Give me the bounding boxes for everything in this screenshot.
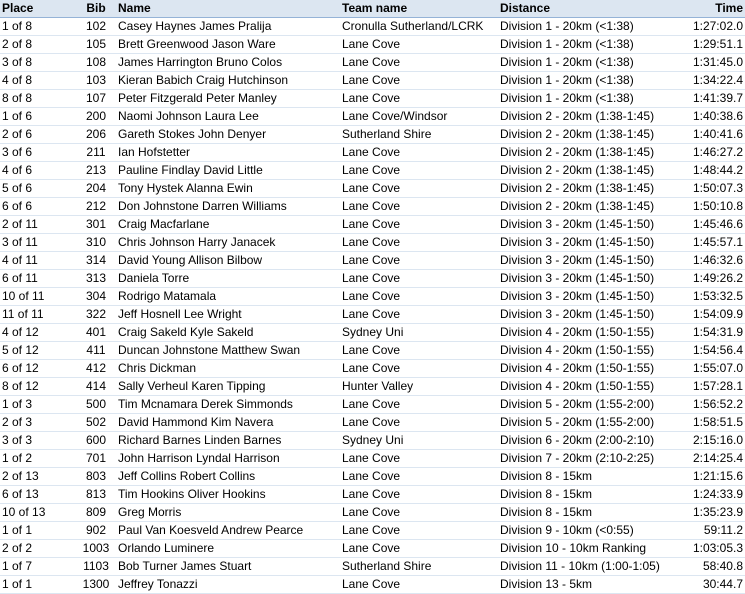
team-cell: Lane Cove [340, 288, 498, 306]
distance-cell: Division 3 - 20km (1:45-1:50) [498, 288, 675, 306]
time-cell: 2:15:16.0 [675, 432, 745, 450]
team-cell: Lane Cove [340, 270, 498, 288]
bib-cell: 103 [76, 72, 116, 90]
distance-cell: Division 2 - 20km (1:38-1:45) [498, 180, 675, 198]
header-team[interactable]: Team name [340, 0, 498, 18]
team-cell: Lane Cove [340, 450, 498, 468]
name-cell: David Young Allison Bilbow [116, 252, 340, 270]
bib-cell: 206 [76, 126, 116, 144]
name-cell: Tim Hookins Oliver Hookins [116, 486, 340, 504]
place-cell: 4 of 11 [0, 252, 76, 270]
distance-cell: Division 5 - 20km (1:55-2:00) [498, 414, 675, 432]
team-cell: Lane Cove [340, 342, 498, 360]
table-row[interactable] [0, 234, 745, 252]
bib-cell: 813 [76, 486, 116, 504]
team-cell: Lane Cove [340, 576, 498, 594]
table-row[interactable] [0, 252, 745, 270]
team-cell: Lane Cove [340, 90, 498, 108]
bib-cell: 500 [76, 396, 116, 414]
team-cell: Lane Cove [340, 198, 498, 216]
table-row[interactable] [0, 288, 745, 306]
name-cell: Craig Sakeld Kyle Sakeld [116, 324, 340, 342]
time-cell: 1:41:39.7 [675, 90, 745, 108]
name-cell: Pauline Findlay David Little [116, 162, 340, 180]
bib-cell: 412 [76, 360, 116, 378]
time-cell: 1:53:32.5 [675, 288, 745, 306]
bib-cell: 105 [76, 36, 116, 54]
time-cell: 1:50:07.3 [675, 180, 745, 198]
header-name[interactable]: Name [116, 0, 340, 18]
time-cell: 1:45:57.1 [675, 234, 745, 252]
distance-cell: Division 4 - 20km (1:50-1:55) [498, 360, 675, 378]
place-cell: 4 of 8 [0, 72, 76, 90]
team-cell: Sutherland Shire [340, 558, 498, 576]
table-row[interactable] [0, 18, 745, 36]
bib-cell: 1003 [76, 540, 116, 558]
place-cell: 3 of 8 [0, 54, 76, 72]
bib-cell: 200 [76, 108, 116, 126]
place-cell: 4 of 6 [0, 162, 76, 180]
bib-cell: 211 [76, 144, 116, 162]
table-row[interactable] [0, 108, 745, 126]
table-row[interactable] [0, 54, 745, 72]
table-row[interactable] [0, 414, 745, 432]
bib-cell: 502 [76, 414, 116, 432]
place-cell: 2 of 11 [0, 216, 76, 234]
place-cell: 11 of 11 [0, 306, 76, 324]
team-cell: Lane Cove [340, 414, 498, 432]
name-cell: Tim Mcnamara Derek Simmonds [116, 396, 340, 414]
team-cell: Lane Cove [340, 54, 498, 72]
distance-cell: Division 4 - 20km (1:50-1:55) [498, 378, 675, 396]
place-cell: 8 of 12 [0, 378, 76, 396]
team-cell: Lane Cove [340, 72, 498, 90]
distance-cell: Division 2 - 20km (1:38-1:45) [498, 126, 675, 144]
team-cell: Lane Cove [340, 180, 498, 198]
distance-cell: Division 1 - 20km (<1:38) [498, 90, 675, 108]
team-cell: Sydney Uni [340, 324, 498, 342]
table-row[interactable] [0, 306, 745, 324]
bib-cell: 902 [76, 522, 116, 540]
place-cell: 4 of 12 [0, 324, 76, 342]
table-row[interactable] [0, 324, 745, 342]
time-cell: 1:40:41.6 [675, 126, 745, 144]
place-cell: 6 of 12 [0, 360, 76, 378]
name-cell: Paul Van Koesveld Andrew Pearce [116, 522, 340, 540]
header-bib[interactable]: Bib [76, 0, 116, 18]
time-cell: 1:57:28.1 [675, 378, 745, 396]
time-cell: 1:56:52.2 [675, 396, 745, 414]
table-row[interactable] [0, 432, 745, 450]
time-cell: 1:29:51.1 [675, 36, 745, 54]
bib-cell: 108 [76, 54, 116, 72]
team-cell: Lane Cove [340, 252, 498, 270]
time-cell: 1:40:38.6 [675, 108, 745, 126]
place-cell: 6 of 13 [0, 486, 76, 504]
name-cell: Kieran Babich Craig Hutchinson [116, 72, 340, 90]
table-row[interactable] [0, 198, 745, 216]
name-cell: James Harrington Bruno Colos [116, 54, 340, 72]
table-row[interactable] [0, 576, 745, 594]
name-cell: John Harrison Lyndal Harrison [116, 450, 340, 468]
table-row[interactable] [0, 396, 745, 414]
name-cell: Naomi Johnson Laura Lee [116, 108, 340, 126]
name-cell: Peter Fitzgerald Peter Manley [116, 90, 340, 108]
table-row[interactable] [0, 450, 745, 468]
time-cell: 59:11.2 [675, 522, 745, 540]
time-cell: 1:27:02.0 [675, 18, 745, 36]
time-cell: 1:58:51.5 [675, 414, 745, 432]
distance-cell: Division 6 - 20km (2:00-2:10) [498, 432, 675, 450]
place-cell: 3 of 6 [0, 144, 76, 162]
distance-cell: Division 7 - 20km (2:10-2:25) [498, 450, 675, 468]
distance-cell: Division 3 - 20km (1:45-1:50) [498, 270, 675, 288]
table-row[interactable] [0, 270, 745, 288]
name-cell: Duncan Johnstone Matthew Swan [116, 342, 340, 360]
distance-cell: Division 10 - 10km Ranking [498, 540, 675, 558]
name-cell: David Hammond Kim Navera [116, 414, 340, 432]
name-cell: Richard Barnes Linden Barnes [116, 432, 340, 450]
distance-cell: Division 11 - 10km (1:00-1:05) [498, 558, 675, 576]
place-cell: 3 of 3 [0, 432, 76, 450]
table-row[interactable] [0, 216, 745, 234]
time-cell: 1:54:09.9 [675, 306, 745, 324]
time-cell: 1:49:26.2 [675, 270, 745, 288]
place-cell: 1 of 7 [0, 558, 76, 576]
team-cell: Lane Cove [340, 360, 498, 378]
team-cell: Lane Cove [340, 234, 498, 252]
time-cell: 1:31:45.0 [675, 54, 745, 72]
time-cell: 1:45:46.6 [675, 216, 745, 234]
bib-cell: 213 [76, 162, 116, 180]
distance-cell: Division 2 - 20km (1:38-1:45) [498, 108, 675, 126]
table-row[interactable] [0, 522, 745, 540]
distance-cell: Division 3 - 20km (1:45-1:50) [498, 306, 675, 324]
distance-cell: Division 3 - 20km (1:45-1:50) [498, 234, 675, 252]
place-cell: 1 of 1 [0, 576, 76, 594]
header-place[interactable]: Place [0, 0, 76, 18]
bib-cell: 310 [76, 234, 116, 252]
header-row [0, 0, 745, 18]
bib-cell: 212 [76, 198, 116, 216]
name-cell: Rodrigo Matamala [116, 288, 340, 306]
team-cell: Lane Cove [340, 216, 498, 234]
team-cell: Lane Cove [340, 468, 498, 486]
bib-cell: 701 [76, 450, 116, 468]
place-cell: 2 of 2 [0, 540, 76, 558]
team-cell: Sydney Uni [340, 432, 498, 450]
team-cell: Lane Cove/Windsor [340, 108, 498, 126]
table-row[interactable] [0, 360, 745, 378]
team-cell: Lane Cove [340, 36, 498, 54]
name-cell: Bob Turner James Stuart [116, 558, 340, 576]
place-cell: 1 of 2 [0, 450, 76, 468]
place-cell: 1 of 8 [0, 18, 76, 36]
time-cell: 1:35:23.9 [675, 504, 745, 522]
distance-cell: Division 13 - 5km [498, 576, 675, 594]
name-cell: Jeff Hosnell Lee Wright [116, 306, 340, 324]
bib-cell: 600 [76, 432, 116, 450]
name-cell: Daniela Torre [116, 270, 340, 288]
table-row[interactable] [0, 126, 745, 144]
bib-cell: 1103 [76, 558, 116, 576]
bib-cell: 304 [76, 288, 116, 306]
table-row[interactable] [0, 180, 745, 198]
table-row[interactable] [0, 540, 745, 558]
table-row[interactable] [0, 504, 745, 522]
time-cell: 1:48:44.2 [675, 162, 745, 180]
name-cell: Casey Haynes James Pralija [116, 18, 340, 36]
table-row[interactable] [0, 342, 745, 360]
table-row[interactable] [0, 144, 745, 162]
name-cell: Brett Greenwood Jason Ware [116, 36, 340, 54]
table-row[interactable] [0, 72, 745, 90]
team-cell: Lane Cove [340, 144, 498, 162]
time-cell: 2:14:25.4 [675, 450, 745, 468]
time-cell: 1:34:22.4 [675, 72, 745, 90]
distance-cell: Division 9 - 10km (<0:55) [498, 522, 675, 540]
place-cell: 10 of 13 [0, 504, 76, 522]
team-cell: Lane Cove [340, 540, 498, 558]
name-cell: Don Johnstone Darren Williams [116, 198, 340, 216]
name-cell: Greg Morris [116, 504, 340, 522]
name-cell: Jeff Collins Robert Collins [116, 468, 340, 486]
bib-cell: 301 [76, 216, 116, 234]
team-cell: Cronulla Sutherland/LCRK [340, 18, 498, 36]
place-cell: 1 of 3 [0, 396, 76, 414]
team-cell: Lane Cove [340, 504, 498, 522]
name-cell: Craig Macfarlane [116, 216, 340, 234]
time-cell: 1:54:56.4 [675, 342, 745, 360]
bib-cell: 313 [76, 270, 116, 288]
bib-cell: 809 [76, 504, 116, 522]
bib-cell: 803 [76, 468, 116, 486]
time-cell: 1:46:27.2 [675, 144, 745, 162]
header-distance[interactable]: Distance [498, 0, 675, 18]
team-cell: Hunter Valley [340, 378, 498, 396]
bib-cell: 401 [76, 324, 116, 342]
time-cell: 1:03:05.3 [675, 540, 745, 558]
place-cell: 8 of 8 [0, 90, 76, 108]
table-row[interactable] [0, 468, 745, 486]
name-cell: Orlando Luminere [116, 540, 340, 558]
distance-cell: Division 3 - 20km (1:45-1:50) [498, 252, 675, 270]
time-cell: 1:46:32.6 [675, 252, 745, 270]
table-row[interactable] [0, 486, 745, 504]
distance-cell: Division 4 - 20km (1:50-1:55) [498, 342, 675, 360]
place-cell: 5 of 6 [0, 180, 76, 198]
place-cell: 5 of 12 [0, 342, 76, 360]
bib-cell: 102 [76, 18, 116, 36]
time-cell: 1:54:31.9 [675, 324, 745, 342]
name-cell: Chris Johnson Harry Janacek [116, 234, 340, 252]
distance-cell: Division 3 - 20km (1:45-1:50) [498, 216, 675, 234]
header-time[interactable]: Time [675, 0, 745, 18]
time-cell: 1:24:33.9 [675, 486, 745, 504]
team-cell: Lane Cove [340, 306, 498, 324]
team-cell: Lane Cove [340, 162, 498, 180]
place-cell: 10 of 11 [0, 288, 76, 306]
name-cell: Sally Verheul Karen Tipping [116, 378, 340, 396]
table-row[interactable] [0, 558, 745, 576]
time-cell: 1:21:15.6 [675, 468, 745, 486]
table-row[interactable] [0, 90, 745, 108]
distance-cell: Division 2 - 20km (1:38-1:45) [498, 162, 675, 180]
bib-cell: 414 [76, 378, 116, 396]
distance-cell: Division 8 - 15km [498, 468, 675, 486]
bib-cell: 107 [76, 90, 116, 108]
distance-cell: Division 5 - 20km (1:55-2:00) [498, 396, 675, 414]
place-cell: 2 of 6 [0, 126, 76, 144]
team-cell: Lane Cove [340, 486, 498, 504]
distance-cell: Division 4 - 20km (1:50-1:55) [498, 324, 675, 342]
distance-cell: Division 1 - 20km (<1:38) [498, 54, 675, 72]
results-body [0, 18, 745, 594]
name-cell: Ian Hofstetter [116, 144, 340, 162]
table-row[interactable] [0, 378, 745, 396]
bib-cell: 322 [76, 306, 116, 324]
team-cell: Sutherland Shire [340, 126, 498, 144]
team-cell: Lane Cove [340, 396, 498, 414]
distance-cell: Division 1 - 20km (<1:38) [498, 36, 675, 54]
table-row[interactable] [0, 36, 745, 54]
bib-cell: 1300 [76, 576, 116, 594]
distance-cell: Division 2 - 20km (1:38-1:45) [498, 144, 675, 162]
place-cell: 1 of 1 [0, 522, 76, 540]
place-cell: 2 of 3 [0, 414, 76, 432]
distance-cell: Division 1 - 20km (<1:38) [498, 18, 675, 36]
name-cell: Gareth Stokes John Denyer [116, 126, 340, 144]
place-cell: 2 of 8 [0, 36, 76, 54]
bib-cell: 204 [76, 180, 116, 198]
distance-cell: Division 2 - 20km (1:38-1:45) [498, 198, 675, 216]
place-cell: 1 of 6 [0, 108, 76, 126]
time-cell: 1:50:10.8 [675, 198, 745, 216]
distance-cell: Division 1 - 20km (<1:38) [498, 72, 675, 90]
distance-cell: Division 8 - 15km [498, 486, 675, 504]
time-cell: 30:44.7 [675, 576, 745, 594]
place-cell: 6 of 6 [0, 198, 76, 216]
name-cell: Jeffrey Tonazzi [116, 576, 340, 594]
place-cell: 6 of 11 [0, 270, 76, 288]
team-cell: Lane Cove [340, 522, 498, 540]
place-cell: 2 of 13 [0, 468, 76, 486]
place-cell: 3 of 11 [0, 234, 76, 252]
time-cell: 1:55:07.0 [675, 360, 745, 378]
bib-cell: 411 [76, 342, 116, 360]
table-row[interactable] [0, 162, 745, 180]
distance-cell: Division 8 - 15km [498, 504, 675, 522]
time-cell: 58:40.8 [675, 558, 745, 576]
name-cell: Tony Hystek Alanna Ewin [116, 180, 340, 198]
bib-cell: 314 [76, 252, 116, 270]
name-cell: Chris Dickman [116, 360, 340, 378]
